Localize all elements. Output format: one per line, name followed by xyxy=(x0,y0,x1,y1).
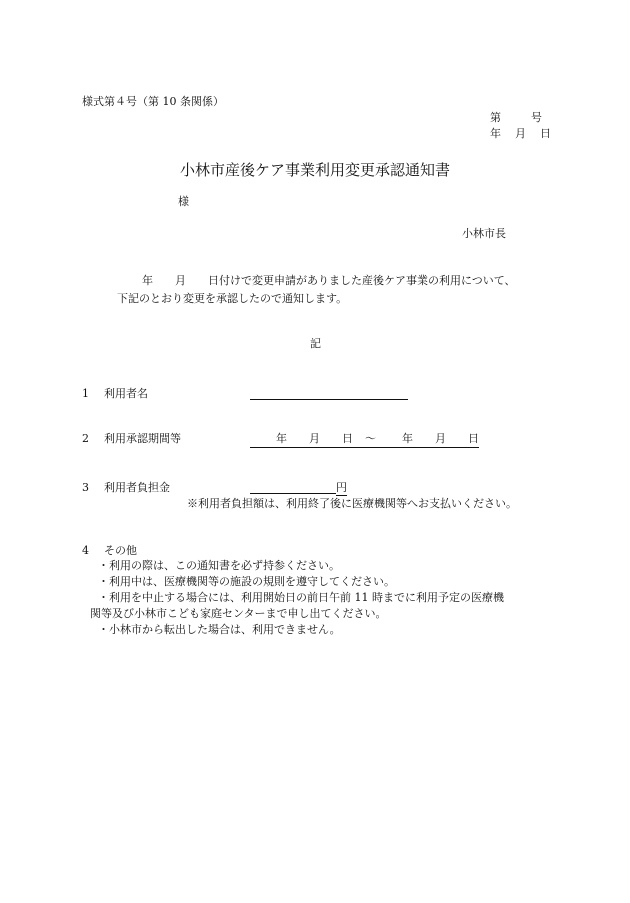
item-4-label: その他 xyxy=(104,544,137,557)
item-3-label: 利用者負担金 xyxy=(104,481,170,494)
list-item: ・小林市から転出した場合は、利用できません。 xyxy=(98,623,341,636)
period-start-day: 日 xyxy=(342,432,353,445)
form-number-label: 様式第４号（第 10 条関係） xyxy=(82,95,224,108)
addressee-suffix: 様 xyxy=(178,195,189,208)
issuer-name: 小林市長 xyxy=(462,227,506,240)
item-4-number: 4 xyxy=(82,544,89,557)
body-line-1-text: 日付けで変更申請がありました産後ケア事業の利用について、 xyxy=(208,274,516,287)
document-title: 小林市産後ケア事業利用変更承認通知書 xyxy=(179,161,450,179)
date-month: 月 xyxy=(515,127,526,140)
period-start-year: 年 xyxy=(276,432,287,445)
fee-blank xyxy=(250,479,336,494)
document-number xyxy=(490,111,542,125)
item-3-number: 3 xyxy=(82,481,89,494)
number-suffix: 号 xyxy=(531,111,542,124)
period-start-month: 月 xyxy=(309,432,320,445)
list-item: ・利用の際は、この通知書を必ず持参ください。 xyxy=(98,559,340,572)
period-end-month: 月 xyxy=(435,432,446,445)
item-1-label: 利用者名 xyxy=(104,387,148,400)
period-end-year: 年 xyxy=(402,432,413,445)
period-tilde: ～ xyxy=(365,432,376,445)
list-item: ・利用中は、医療機関等の施設の規則を遵守してください。 xyxy=(98,575,395,588)
list-item: 関等及び小林市こども家庭センターまで申し出てください。 xyxy=(90,607,387,620)
body-line-1 xyxy=(142,274,516,288)
list-item: ・利用を中止する場合には、利用開始日の前日午前 11 時までに利用予定の医療機 xyxy=(98,591,504,604)
body-month: 月 xyxy=(175,274,186,287)
date-year: 年 xyxy=(490,127,501,140)
item-1-number: 1 xyxy=(82,387,89,400)
number-prefix: 第 xyxy=(490,111,501,124)
fee-unit: 円 xyxy=(336,481,347,494)
date-day: 日 xyxy=(540,127,551,140)
notes-list xyxy=(90,558,558,638)
fee-note: ※利用者負担額は、利用終了後に医療機関等へお支払いください。 xyxy=(187,497,517,510)
ki-heading: 記 xyxy=(310,337,321,350)
body-line-2: 下記のとおり変更を承認したので通知します。 xyxy=(117,292,348,305)
approval-period xyxy=(250,432,479,448)
body-year: 年 xyxy=(142,274,153,287)
user-name-blank xyxy=(250,385,408,400)
period-end-day: 日 xyxy=(468,432,479,445)
item-2-number: 2 xyxy=(82,432,89,445)
document-date xyxy=(490,127,551,141)
item-2-label: 利用承認期間等 xyxy=(104,432,181,445)
